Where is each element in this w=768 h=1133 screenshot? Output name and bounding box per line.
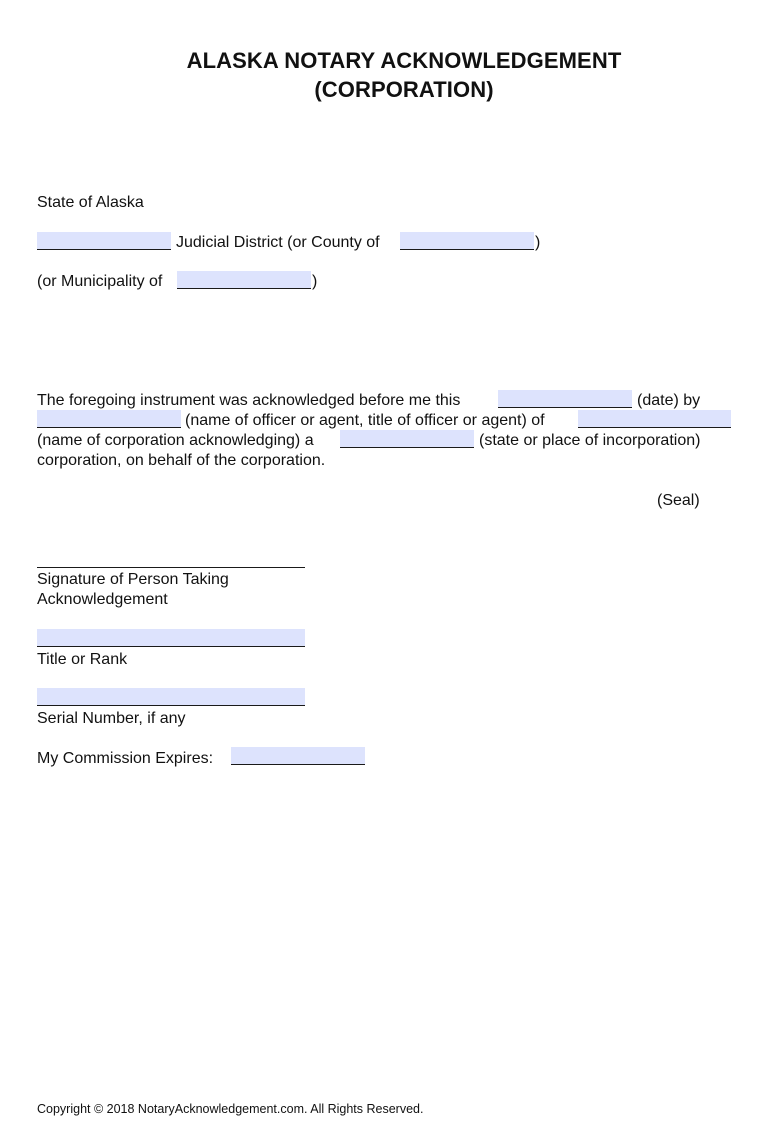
- copyright-footer: Copyright © 2018 NotaryAcknowledgement.com. All Rights Reserved.: [37, 1102, 424, 1116]
- municipality-label: (or Municipality of: [37, 273, 163, 290]
- serial-number-field[interactable]: [37, 688, 305, 706]
- county-close-paren: ): [535, 234, 541, 251]
- signature-line[interactable]: [37, 567, 305, 568]
- corporation-field[interactable]: [578, 410, 731, 428]
- body-line-3-prefix: (name of corporation acknowledging) a: [37, 432, 314, 449]
- date-field[interactable]: [498, 390, 632, 408]
- body-line-3-suffix: (state or place of incorporation): [479, 432, 701, 449]
- commission-expires-field[interactable]: [231, 747, 365, 765]
- title-line-1: ALASKA NOTARY ACKNOWLEDGEMENT: [186, 48, 622, 73]
- municipality-field[interactable]: [177, 271, 311, 289]
- commission-expires-label: My Commission Expires:: [37, 750, 214, 767]
- judicial-district-field[interactable]: [37, 232, 171, 250]
- title-line-2: (CORPORATION): [314, 77, 494, 102]
- title-rank-label: Title or Rank: [37, 651, 128, 668]
- county-field[interactable]: [400, 232, 534, 250]
- municipality-close-paren: ): [312, 273, 318, 290]
- body-line-2: (name of officer or agent, title of officer or agent) of: [185, 412, 545, 429]
- body-line-1: The foregoing instrument was acknowledged before me this: [37, 392, 461, 409]
- officer-field[interactable]: [37, 410, 181, 428]
- signature-label-2: Acknowledgement: [37, 591, 168, 608]
- title-rank-field[interactable]: [37, 629, 305, 647]
- date-suffix: (date) by: [637, 392, 701, 409]
- body-line-4: corporation, on behalf of the corporation.: [37, 452, 326, 469]
- state-label: State of Alaska: [37, 194, 144, 211]
- state-of-incorporation-field[interactable]: [340, 430, 474, 448]
- signature-label-1: Signature of Person Taking: [37, 571, 229, 588]
- seal-label: (Seal): [657, 492, 700, 509]
- judicial-district-label: Judicial District (or County of: [176, 234, 380, 251]
- serial-number-label: Serial Number, if any: [37, 710, 186, 727]
